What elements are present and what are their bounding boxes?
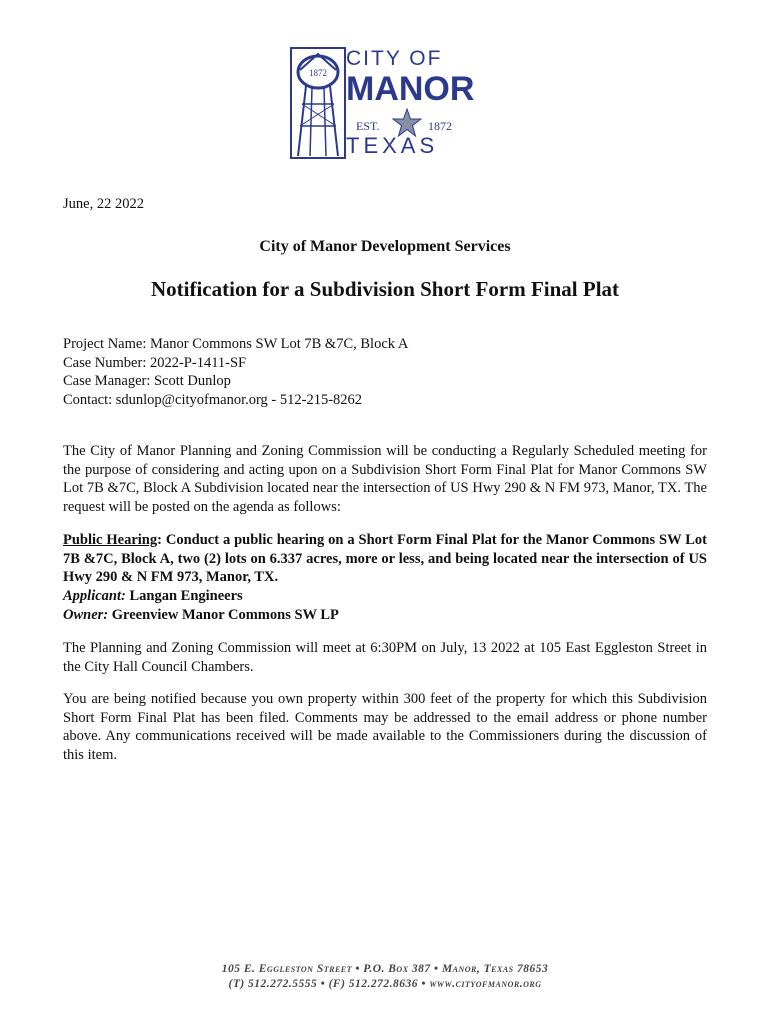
- page-title: Notification for a Subdivision Short Form Final Plat: [150, 277, 620, 301]
- applicant-label: Applicant:: [63, 588, 126, 605]
- department-heading: City of Manor Development Services: [259, 238, 511, 255]
- footer-contact: (T) 512.272.5555 • (F) 512.272.8636 • www.cityofmanor.org: [228, 978, 542, 990]
- intro-paragraph: The City of Manor Planning and Zoning Commission will be conducting a Regularly Scheduled meeting for the purpose of considering and acting upon on a Subdivision Short Form Final Plat for Manor Commons SW Lot 7B &7C, Block A Subdivision located near the intersection of US Hwy 290 & N FM 973, Manor, TX. The request will be posted on the agenda as follows:: [63, 443, 707, 516]
- public-hearing-label: Public Hearing: [63, 532, 158, 548]
- logo-texas: TEXAS: [346, 133, 439, 158]
- footer-address: 105 E. Eggleston Street • P.O. Box 387 • Manor, Texas 78653: [221, 963, 549, 975]
- logo-est: EST.: [356, 119, 380, 133]
- public-hearing-text: : Conduct a public hearing on a Short Form Final Plat for the Manor Commons SW Lot 7B &7C, Block A, two (2) lots on 6.337 acres, more or less, and being located near the intersection of US Hwy 290 & N FM 973, Manor, TX.: [63, 532, 707, 586]
- case-manager-line: Case Manager: Scott Dunlop: [63, 373, 231, 390]
- applicant-value: Langan Engineers: [129, 588, 243, 605]
- owner-value: Greenview Manor Commons SW LP: [111, 606, 339, 623]
- owner-label: Owner:: [63, 606, 109, 623]
- contact-line: Contact: sdunlop@cityofmanor.org - 512-215-8262: [63, 392, 363, 409]
- meeting-paragraph: The Planning and Zoning Commission will meet at 6:30PM on July, 13 2022 at 105 East Eggleston Street in the City Hall Council Chambers.: [63, 640, 707, 675]
- footer: [0, 962, 770, 992]
- letter-date: June, 22 2022: [63, 196, 144, 212]
- logo-year: 1872: [428, 119, 452, 133]
- public-hearing-paragraph: [63, 531, 707, 625]
- case-number-line: Case Number: 2022-P-1411-SF: [63, 354, 247, 371]
- logo-city-of: CITY OF: [346, 47, 443, 70]
- project-name-line: Project Name: Manor Commons SW Lot 7B &7C, Block A: [63, 336, 409, 352]
- notice-paragraph: You are being notified because you own property within 300 feet of the property for which this Subdivision Short Form Final Plat has been filed. Comments may be addressed to the email address or phone number above. Any communications received will be made available to the Commissioners during the discussion of this item.: [63, 691, 707, 764]
- water-tower-icon: [288, 42, 348, 162]
- logo-manor: MANOR: [346, 70, 475, 108]
- project-details: [63, 335, 408, 410]
- city-of-manor-logo: [288, 42, 478, 162]
- tower-year-text: 1872: [309, 68, 327, 78]
